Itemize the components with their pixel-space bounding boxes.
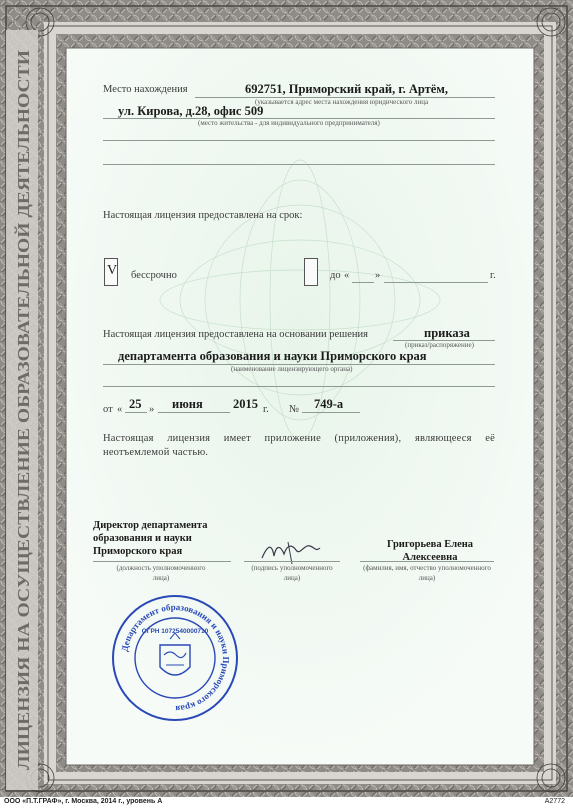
basis-doc-type: приказа [424,326,470,340]
basis-authority: департамента образования и науки Приморского края [118,349,427,363]
signatory-name: Григорьева Елена Алексеевна [386,539,474,563]
basis-from: от [103,404,113,415]
location-hint2: (место жительства - для индивидуального предпринимателя) [198,119,380,127]
location-line1: 692751, Приморский край, г. Артём, [245,82,448,96]
basis-number: 749-а [314,397,344,411]
term-quote-close: » [375,270,381,281]
printer-info: ООО «П.Т.ГРАФ», г. Москва, 2014 г., уровень А [4,798,163,805]
sign-hint: (подпись уполномоченного лица) [251,564,333,582]
coat-of-arms-icon [160,633,190,675]
basis-year: 2015 [233,397,258,411]
term-year-suffix: г. [490,270,496,281]
footer [0,797,573,808]
location-label: Место нахождения [103,84,188,95]
stamp-center-text: ОГРН 1072540000710 [141,628,209,635]
checkbox-mark: V [107,263,118,278]
basis-authority-hint: (наименование лицензирующего органа) [231,365,353,373]
side-title [4,30,40,790]
name-hint: (фамилия, имя, отчество уполномоченного лица) [363,564,491,582]
term-indefinite: бессрочно [131,270,177,281]
appendix-text: Настоящая лицензия имеет приложение (приложения), являющееся её неотъемлемой частью. [103,433,495,458]
signatory-position: Директор департамента образования и науки Приморского края [93,520,208,557]
basis-quote-close: » [149,404,155,415]
location-hint1: (указывается адрес места нахождения юридического лица [255,98,429,106]
official-stamp [110,593,240,723]
term-quote-open: « [344,270,350,281]
basis-quote-open: « [117,404,123,415]
basis-day: 25 [129,397,142,411]
term-label: Настоящая лицензия предоставлена на срок: [103,210,303,221]
basis-label: Настоящая лицензия предоставлена на основании решения [103,329,368,340]
term-until: до [330,270,341,281]
basis-number-sign: № [289,404,300,415]
basis-year-suffix: г. [263,404,269,415]
side-title-text: ЛИЦЕНЗИЯ НА ОСУЩЕСТВЛЕНИЕ ОБРАЗОВАТЕЛЬНОЙ ДЕЯТЕЛЬНОСТИ [14,146,33,770]
basis-month: июня [172,397,203,411]
stamp-ring-text: Департамент образования и науки Приморского края [119,601,232,715]
position-hint: (должность уполномоченного лица) [116,564,206,582]
location-line2: ул. Кирова, д.28, офис 509 [118,104,264,118]
basis-doc-type-hint: (приказ/распоряжение) [405,341,474,349]
form-number: А2772 [544,798,565,805]
until-checkbox[interactable] [304,258,318,286]
